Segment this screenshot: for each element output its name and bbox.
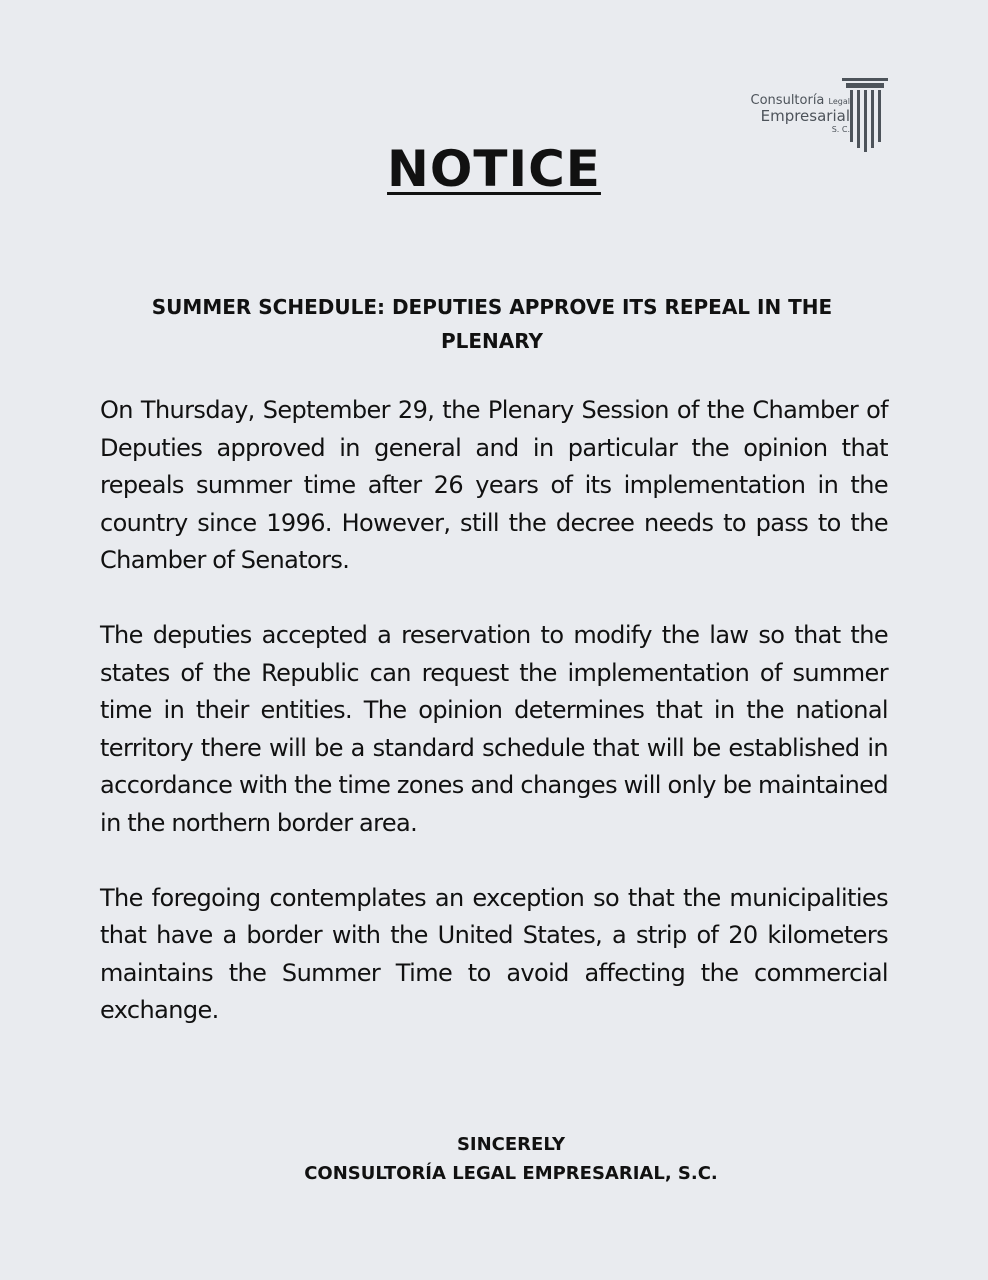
company-name: CONSULTORÍA LEGAL EMPRESARIAL, S.C. <box>304 1163 718 1184</box>
paragraph: The foregoing contemplates an exception so that the municipalities that have a border with the United States, a strip of 20 kilometers maintains the Summer Time to avoid affecting the commercial exchange. <box>100 883 888 1025</box>
logo-line-1: Consultoría Legal <box>750 93 850 108</box>
logo-wordmark <box>751 94 850 134</box>
logo-line-2: Empresarial <box>760 107 850 125</box>
salutation: SINCERELY <box>456 1134 566 1155</box>
paragraph: The deputies accepted a reservation to modify the law so that the states of the Republic can request the implementation of summer time in their entities. The opinion determines that in the national territory there will be a standard schedule that will be established in accordance with the time zones and changes will only be maintained in the northern border area. <box>100 620 888 837</box>
notice-headline: SUMMER SCHEDULE: DEPUTIES APPROVE ITS REPEAL IN THE PLENARY <box>151 295 833 353</box>
page-title: NOTICE <box>387 140 601 198</box>
paragraph: On Thursday, September 29, the Plenary Session of the Chamber of Deputies approved in general and in particular the opinion that repeals summer time after 26 years of its implementation in the country since 1996. However, still the decree needs to pass to the Chamber of Senators. <box>100 396 888 575</box>
logo-line-3: S. C. <box>831 125 850 134</box>
notice-body <box>100 392 888 1067</box>
closing-signature <box>0 1130 988 1188</box>
